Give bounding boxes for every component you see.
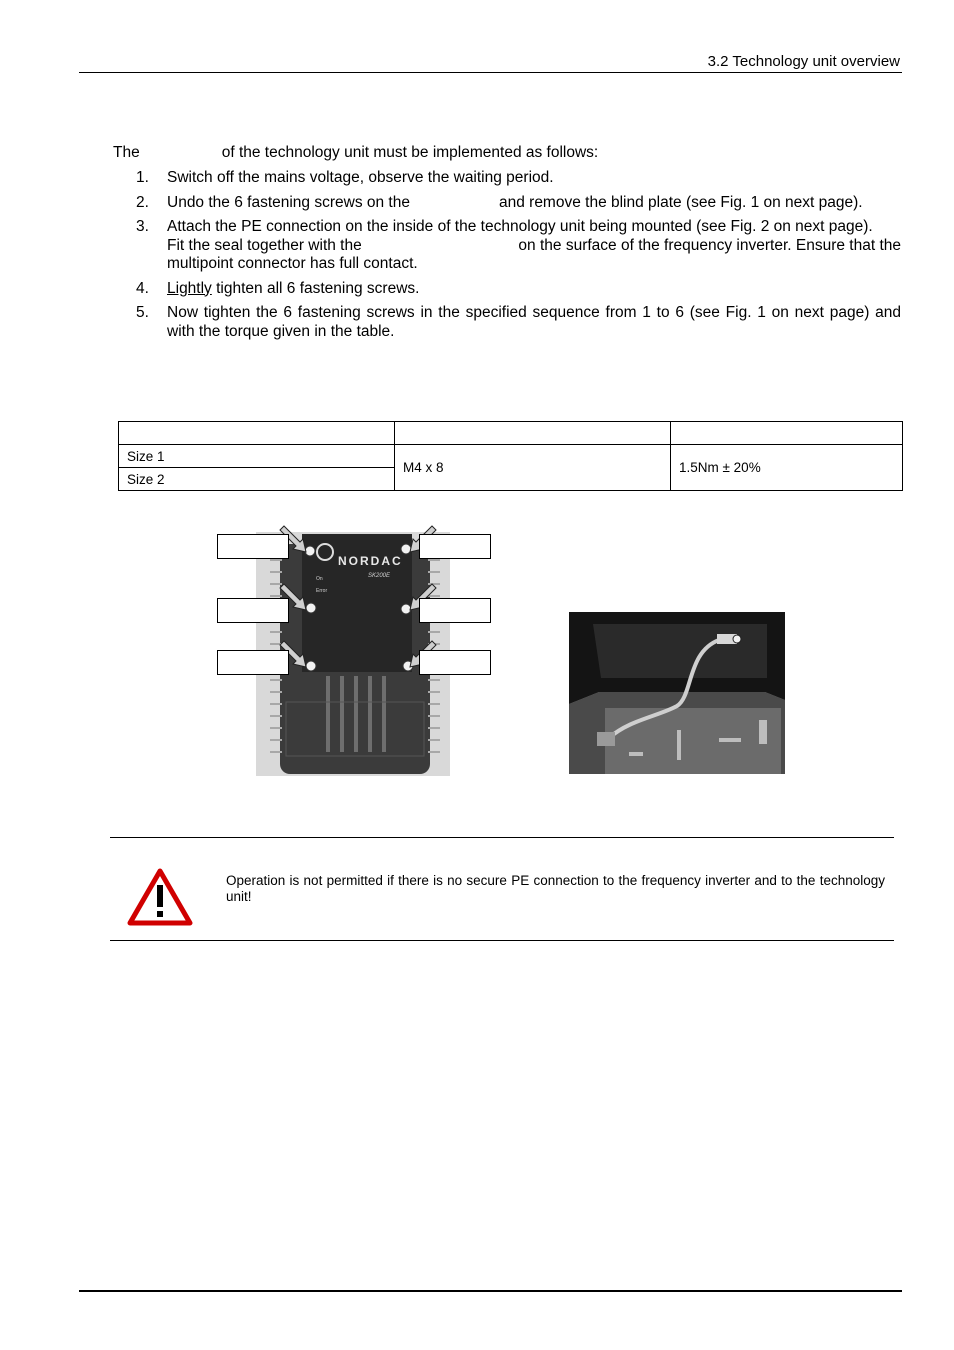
label-box-screw-6 (419, 650, 491, 675)
size-cell: Size 2 (119, 468, 395, 491)
circuit-board (605, 708, 781, 774)
header-rule (79, 72, 902, 73)
running-header: 3.2 Technology unit overview (707, 53, 900, 70)
procedure-list (136, 169, 901, 347)
warning-text: Operation is not permitted if there is no secure PE connection to the frequency inverter and to the technology unit! (226, 873, 885, 904)
svg-text:Error: Error (316, 588, 328, 594)
label-box-screw-3 (217, 598, 289, 623)
list-item: 1. Switch off the mains voltage, observe the waiting period. (136, 169, 554, 186)
warning-triangle-icon (127, 868, 193, 926)
svg-text:On: On (316, 576, 323, 582)
screw-1 (305, 546, 315, 556)
label-box-screw-1 (217, 534, 289, 559)
pe-connection-photo (569, 612, 785, 774)
label-box-screw-5 (217, 650, 289, 675)
list-item: 5. Now tighten the 6 fastening screws in the specified sequence from 1 to 6 (see Fig. 1 on next page) and with the torque given in the table. (136, 304, 901, 340)
intro-paragraph: The of the technology unit must be implemented as follows: (113, 144, 599, 161)
svg-text:SK200E: SK200E (368, 573, 391, 579)
size-cell: Size 1 (119, 445, 395, 468)
list-item: 3. Attach the PE connection on the inside of the technology unit being mounted (see Fig. 2 on next page). Fit the seal together with the on the surface of the frequency inverter. Ensure that the multipoint connector has full contact. (136, 218, 901, 272)
label-box-screw-2 (419, 534, 491, 559)
screw-cell: M4 x 8 (395, 445, 671, 491)
warning-bottom-rule (110, 940, 894, 941)
screw-3 (306, 603, 316, 613)
screw-4 (401, 604, 411, 614)
torque-cell: 1.5Nm ± 20% (671, 445, 903, 491)
table-row (119, 445, 903, 468)
pe-connector (597, 732, 615, 746)
screw-terminal (733, 635, 741, 643)
footer-rule (79, 1290, 902, 1292)
table-header-row (119, 422, 903, 445)
label-box-screw-4 (419, 598, 491, 623)
screw-5 (306, 661, 316, 671)
nordac-logo: NORDAC (338, 554, 403, 568)
torque-table (118, 421, 903, 491)
list-item: 2. Undo the 6 fastening screws on the and remove the blind plate (see Fig. 1 on next page). (136, 193, 863, 211)
list-item: 4. Lightly tighten all 6 fastening screws. (136, 279, 420, 297)
warning-top-rule (110, 837, 894, 838)
